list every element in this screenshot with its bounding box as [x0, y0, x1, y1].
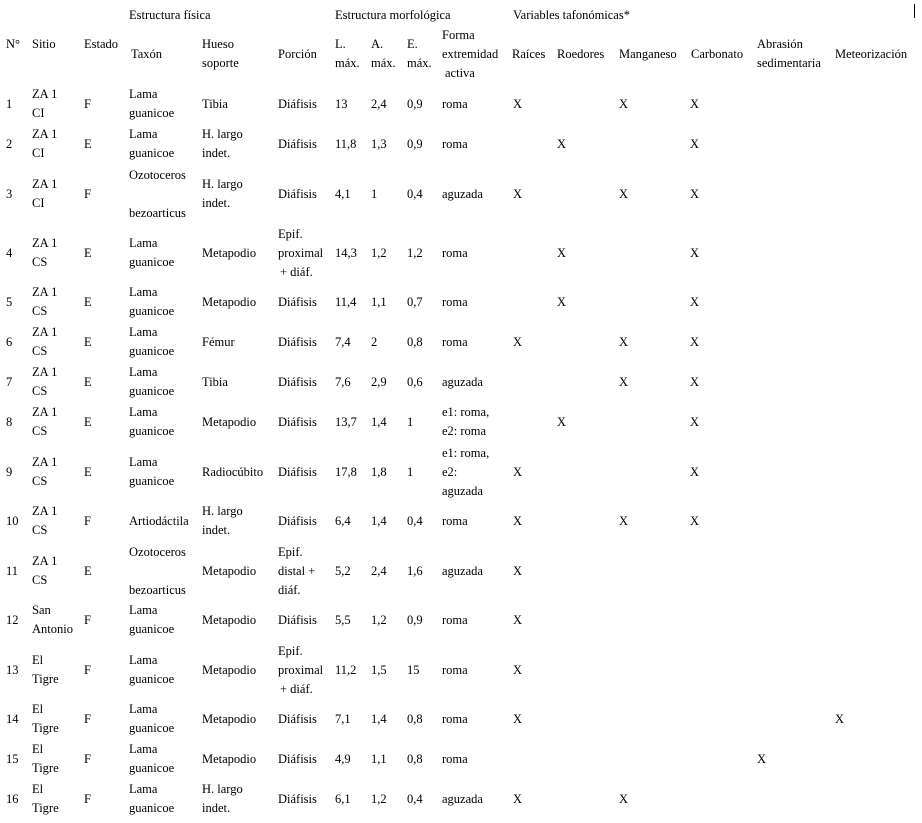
- cell-bone-line: H. largo: [202, 782, 243, 796]
- col-header-width-2: máx.: [371, 56, 396, 70]
- cell-shape-line: roma: [442, 711, 468, 726]
- cell-bone-line: H. largo: [202, 127, 243, 141]
- cell-state: E: [84, 464, 92, 479]
- group-header-taphonomic: Variables tafonómicas*: [513, 8, 630, 22]
- cell-thickness: 0,8: [407, 334, 423, 349]
- col-header-length-1: L.: [335, 37, 346, 51]
- cell-portion-line: + diáf.: [280, 681, 313, 696]
- cell-shape-line: e1: roma,: [442, 445, 490, 460]
- cell-taxon-line: Artiodáctila: [129, 513, 189, 528]
- cell-site-line: El: [32, 782, 44, 796]
- cell-bone-line: Metapodio: [202, 711, 257, 726]
- cell-site-line: El: [32, 742, 44, 756]
- cell-shape-line: roma: [442, 751, 468, 766]
- cell-bone-line: indet.: [202, 523, 231, 537]
- cell-thickness: 0,9: [407, 96, 423, 111]
- cell-bone-line: Tibia: [202, 96, 228, 111]
- cell-width: 1,3: [371, 136, 387, 151]
- cell-number: 15: [6, 751, 19, 766]
- cell-taxon-line: guanicoe: [129, 801, 175, 815]
- cell-taxon-line: guanicoe: [129, 384, 175, 398]
- cell-portion-line: Diáfisis: [278, 414, 317, 429]
- cell-thickness: 0,9: [407, 136, 423, 151]
- cell-site-line: ZA 1: [32, 236, 58, 250]
- cell-portion-line: + diáf.: [280, 264, 313, 279]
- cell-state: F: [84, 751, 91, 766]
- col-header-n: N°: [6, 37, 21, 51]
- cell-portion-line: Diáfisis: [278, 513, 317, 528]
- cell-thickness: 0,4: [407, 791, 423, 806]
- cell-width: 1,4: [371, 513, 387, 528]
- col-header-thick-2: máx.: [407, 56, 432, 70]
- col-header-thick-1: E.: [407, 37, 418, 51]
- cell-bone-line: Metapodio: [202, 414, 257, 429]
- cell-site-line: ZA 1: [32, 504, 58, 518]
- cell-thickness: 0,7: [407, 294, 423, 309]
- cell-site-line: Tigre: [32, 721, 59, 735]
- col-header-site: Sitio: [32, 37, 56, 51]
- cell-site-line: ZA 1: [32, 365, 58, 379]
- col-header-manganese: Manganeso: [619, 47, 677, 61]
- cell-width: 2,4: [371, 96, 387, 111]
- cell-state: E: [84, 414, 92, 429]
- cell-site-line: ZA 1: [32, 325, 58, 339]
- cell-taxon-line: Lama: [129, 365, 158, 379]
- cell-number: 4: [6, 245, 13, 260]
- cell-state: E: [84, 136, 92, 151]
- cell-taxon-line: Ozotoceros: [129, 544, 186, 559]
- cell-site-line: Tigre: [32, 672, 59, 686]
- cell-length: 5,5: [335, 612, 351, 627]
- cell-carbonate-mark: X: [690, 464, 700, 479]
- col-header-shape-2: extremidad: [442, 47, 499, 61]
- cell-state: F: [84, 612, 91, 627]
- cell-state: F: [84, 96, 91, 111]
- cell-manganese-mark: X: [619, 186, 629, 201]
- cell-carbonate-mark: X: [690, 136, 700, 151]
- cell-thickness: 1: [407, 464, 414, 479]
- cell-length: 7,6: [335, 374, 351, 389]
- cell-rodents-mark: X: [557, 245, 567, 260]
- cell-shape-line: e2:: [442, 464, 458, 479]
- cell-weathering-mark: X: [835, 711, 845, 726]
- cell-state: E: [84, 245, 92, 260]
- cell-roots-mark: X: [513, 791, 523, 806]
- cell-thickness: 0,8: [407, 751, 423, 766]
- col-header-roots: Raíces: [512, 47, 546, 61]
- cell-length: 13: [335, 96, 348, 111]
- cell-bone-line: H. largo: [202, 177, 243, 191]
- cell-shape-line: aguzada: [442, 791, 483, 806]
- cell-roots-mark: X: [513, 334, 523, 349]
- cell-shape-line: aguzada: [442, 186, 483, 201]
- col-header-width-1: A.: [371, 37, 384, 51]
- cell-site-line: San: [32, 603, 51, 617]
- cell-state: E: [84, 563, 92, 578]
- col-header-shape-3: activa: [445, 66, 475, 80]
- cell-taxon-line: Lama: [129, 742, 158, 756]
- cell-portion-line: Diáfisis: [278, 791, 317, 806]
- cell-taxon-line: Lama: [129, 603, 158, 617]
- cell-taxon-line: guanicoe: [129, 146, 175, 160]
- cell-carbonate-mark: X: [690, 374, 700, 389]
- cell-site-line: ZA 1: [32, 87, 58, 101]
- cell-portion-line: diáf.: [278, 582, 301, 597]
- cell-portion-line: Diáfisis: [278, 711, 317, 726]
- cell-roots-mark: X: [513, 563, 523, 578]
- cell-portion-line: Diáfisis: [278, 186, 317, 201]
- cell-number: 2: [6, 136, 13, 151]
- cell-state: F: [84, 186, 91, 201]
- cell-state: E: [84, 294, 92, 309]
- cell-taxon-line: Lama: [129, 325, 158, 339]
- cell-shape-line: aguzada: [442, 563, 483, 578]
- col-header-rodents: Roedores: [557, 47, 605, 61]
- cell-bone-line: indet.: [202, 146, 231, 160]
- cell-portion-line: Diáfisis: [278, 294, 317, 309]
- cell-width: 1,2: [371, 791, 387, 806]
- cell-taxon-line: Lama: [129, 702, 158, 716]
- cell-length: 14,3: [335, 245, 357, 260]
- cell-taxon-line: guanicoe: [129, 721, 175, 735]
- cell-width: 2: [371, 334, 378, 349]
- cell-thickness: 0,8: [407, 711, 423, 726]
- cell-site-line: CS: [32, 573, 48, 587]
- cell-state: F: [84, 711, 91, 726]
- cell-site-line: CI: [32, 106, 45, 120]
- cell-taxon-line: Lama: [129, 782, 158, 796]
- cell-taxon-line: Lama: [129, 455, 158, 469]
- cell-taxon-line: Lama: [129, 285, 158, 299]
- col-header-shape-1: Forma: [442, 28, 475, 42]
- col-header-portion: Porción: [278, 47, 317, 61]
- cell-site-line: ZA 1: [32, 554, 58, 568]
- cell-site-line: ZA 1: [32, 127, 58, 141]
- cell-site-line: CS: [32, 384, 48, 398]
- cell-width: 1: [371, 186, 378, 201]
- cell-shape-line: aguzada: [442, 374, 483, 389]
- cell-thickness: 0,6: [407, 374, 423, 389]
- cell-thickness: 1,2: [407, 245, 423, 260]
- cell-site-line: CI: [32, 146, 45, 160]
- cell-taxon-line: guanicoe: [129, 424, 175, 438]
- cell-length: 7,4: [335, 334, 351, 349]
- cell-carbonate-mark: X: [690, 513, 700, 528]
- cell-width: 1,2: [371, 245, 387, 260]
- cell-site-line: ZA 1: [32, 405, 58, 419]
- cell-shape-line: roma: [442, 513, 468, 528]
- cell-taxon-line: Lama: [129, 653, 158, 667]
- cell-bone-line: Metapodio: [202, 751, 257, 766]
- cell-thickness: 0,4: [407, 186, 423, 201]
- cell-site-line: El: [32, 653, 44, 667]
- cell-number: 3: [6, 186, 13, 201]
- cell-shape-line: aguzada: [442, 483, 483, 498]
- cell-portion-line: Diáfisis: [278, 751, 317, 766]
- cell-taxon-line: guanicoe: [129, 304, 175, 318]
- cell-number: 6: [6, 334, 13, 349]
- col-header-bone-2: soporte: [202, 56, 239, 70]
- cell-portion-line: Diáfisis: [278, 612, 317, 627]
- cell-thickness: 1,6: [407, 563, 423, 578]
- col-header-state: Estado: [84, 37, 119, 51]
- col-header-bone-1: Hueso: [202, 37, 234, 51]
- cell-width: 1,1: [371, 751, 387, 766]
- cell-taxon-line: Lama: [129, 127, 158, 141]
- cell-taxon-line: bezoarticus: [129, 582, 186, 597]
- cell-site-line: CS: [32, 255, 48, 269]
- cell-site-line: CS: [32, 344, 48, 358]
- cell-site-line: Antonio: [32, 622, 73, 636]
- cell-abrasion-mark: X: [757, 751, 767, 766]
- cell-number: 16: [6, 791, 19, 806]
- cell-bone-line: Metapodio: [202, 662, 257, 677]
- cell-taxon-line: guanicoe: [129, 106, 175, 120]
- cell-width: 1,2: [371, 612, 387, 627]
- cell-number: 8: [6, 414, 13, 429]
- cell-thickness: 0,9: [407, 612, 423, 627]
- cell-site-line: El: [32, 702, 44, 716]
- cell-site-line: ZA 1: [32, 177, 58, 191]
- cell-taxon-line: Lama: [129, 236, 158, 250]
- col-header-abrasion-1: Abrasión: [757, 37, 803, 51]
- cell-manganese-mark: X: [619, 96, 629, 111]
- cell-shape-line: roma: [442, 662, 468, 677]
- divider: [914, 4, 915, 18]
- cell-shape-line: roma: [442, 96, 468, 111]
- cell-portion-line: Diáfisis: [278, 374, 317, 389]
- cell-portion-line: proximal: [278, 662, 324, 677]
- cell-portion-line: Diáfisis: [278, 334, 317, 349]
- cell-site-line: Tigre: [32, 801, 59, 815]
- cell-taxon-line: guanicoe: [129, 761, 175, 775]
- cell-manganese-mark: X: [619, 374, 629, 389]
- cell-length: 7,1: [335, 711, 351, 726]
- cell-shape-line: roma: [442, 334, 468, 349]
- cell-state: F: [84, 791, 91, 806]
- cell-portion-line: Diáfisis: [278, 136, 317, 151]
- cell-manganese-mark: X: [619, 513, 629, 528]
- cell-bone-line: Fémur: [202, 334, 235, 349]
- cell-site-line: CS: [32, 304, 48, 318]
- cell-bone-line: Metapodio: [202, 563, 257, 578]
- cell-roots-mark: X: [513, 96, 523, 111]
- cell-roots-mark: X: [513, 662, 523, 677]
- cell-carbonate-mark: X: [690, 245, 700, 260]
- cell-shape-line: roma: [442, 245, 468, 260]
- cell-bone-line: H. largo: [202, 504, 243, 518]
- cell-thickness: 1: [407, 414, 414, 429]
- cell-length: 5,2: [335, 563, 351, 578]
- col-header-carbonate: Carbonato: [691, 47, 744, 61]
- cell-width: 1,5: [371, 662, 387, 677]
- cell-number: 14: [6, 711, 19, 726]
- cell-taxon-line: Ozotoceros: [129, 167, 186, 182]
- cell-site-line: CI: [32, 196, 45, 210]
- cell-number: 12: [6, 612, 19, 627]
- cell-number: 5: [6, 294, 13, 309]
- cell-taxon-line: guanicoe: [129, 474, 175, 488]
- cell-site-line: ZA 1: [32, 455, 58, 469]
- cell-shape-line: e2: roma: [442, 424, 487, 438]
- cell-number: 13: [6, 662, 19, 677]
- cell-bone-line: Tibia: [202, 374, 228, 389]
- cell-length: 6,4: [335, 513, 351, 528]
- cell-site-line: ZA 1: [32, 285, 58, 299]
- cell-rodents-mark: X: [557, 136, 567, 151]
- cell-taxon-line: Lama: [129, 87, 158, 101]
- cell-length: 11,4: [335, 294, 357, 309]
- cell-taxon-line: guanicoe: [129, 672, 175, 686]
- cell-portion-line: Diáfisis: [278, 96, 317, 111]
- cell-state: E: [84, 334, 92, 349]
- cell-shape-line: roma: [442, 136, 468, 151]
- cell-site-line: Tigre: [32, 761, 59, 775]
- cell-portion-line: Epif.: [278, 226, 303, 241]
- cell-number: 9: [6, 464, 13, 479]
- cell-site-line: CS: [32, 424, 48, 438]
- col-header-taxon: Taxón: [131, 47, 163, 61]
- col-header-length-2: máx.: [335, 56, 360, 70]
- cell-thickness: 15: [407, 662, 420, 677]
- cell-manganese-mark: X: [619, 334, 629, 349]
- cell-width: 1,4: [371, 414, 387, 429]
- cell-portion-line: distal +: [278, 563, 316, 578]
- cell-number: 1: [6, 96, 13, 111]
- cell-length: 4,1: [335, 186, 351, 201]
- cell-length: 11,8: [335, 136, 357, 151]
- cell-number: 11: [6, 563, 19, 578]
- cell-taxon-line: bezoarticus: [129, 205, 186, 220]
- cell-state: E: [84, 374, 92, 389]
- cell-length: 17,8: [335, 464, 357, 479]
- cell-width: 1,1: [371, 294, 387, 309]
- cell-site-line: CS: [32, 474, 48, 488]
- cell-roots-mark: X: [513, 464, 523, 479]
- cell-length: 6,1: [335, 791, 351, 806]
- cell-length: 13,7: [335, 414, 357, 429]
- cell-roots-mark: X: [513, 612, 523, 627]
- cell-shape-line: roma: [442, 294, 468, 309]
- cell-taxon-line: guanicoe: [129, 344, 175, 358]
- cell-portion-line: Diáfisis: [278, 464, 317, 479]
- cell-manganese-mark: X: [619, 791, 629, 806]
- cell-roots-mark: X: [513, 513, 523, 528]
- cell-portion-line: Epif.: [278, 643, 303, 658]
- group-header-physical: Estructura física: [129, 8, 211, 22]
- cell-carbonate-mark: X: [690, 96, 700, 111]
- cell-taxon-line: guanicoe: [129, 255, 175, 269]
- cell-length: 11,2: [335, 662, 357, 677]
- cell-bone-line: indet.: [202, 801, 231, 815]
- cell-site-line: CS: [32, 523, 48, 537]
- cell-shape-line: roma: [442, 612, 468, 627]
- cell-bone-line: Metapodio: [202, 245, 257, 260]
- cell-width: 1,4: [371, 711, 387, 726]
- cell-roots-mark: X: [513, 711, 523, 726]
- cell-bone-line: Metapodio: [202, 612, 257, 627]
- cell-taxon-line: guanicoe: [129, 622, 175, 636]
- cell-shape-line: e1: roma,: [442, 405, 490, 419]
- cell-width: 1,8: [371, 464, 387, 479]
- cell-width: 2,4: [371, 563, 387, 578]
- col-header-abrasion-2: sedimentaria: [757, 56, 821, 70]
- cell-bone-line: Radiocúbito: [202, 464, 264, 479]
- cell-thickness: 0,4: [407, 513, 423, 528]
- cell-roots-mark: X: [513, 186, 523, 201]
- cell-rodents-mark: X: [557, 414, 567, 429]
- cell-bone-line: Metapodio: [202, 294, 257, 309]
- cell-carbonate-mark: X: [690, 334, 700, 349]
- cell-bone-line: indet.: [202, 196, 231, 210]
- cell-number: 7: [6, 374, 13, 389]
- col-header-weathering: Meteorización: [835, 47, 908, 61]
- cell-state: F: [84, 513, 91, 528]
- group-header-morphological: Estructura morfológica: [335, 8, 451, 22]
- cell-width: 2,9: [371, 374, 387, 389]
- cell-number: 10: [6, 513, 19, 528]
- cell-portion-line: Epif.: [278, 544, 303, 559]
- cell-taxon-line: Lama: [129, 405, 158, 419]
- cell-state: F: [84, 662, 91, 677]
- cell-carbonate-mark: X: [690, 414, 700, 429]
- cell-carbonate-mark: X: [690, 186, 700, 201]
- cell-carbonate-mark: X: [690, 294, 700, 309]
- cell-length: 4,9: [335, 751, 351, 766]
- cell-portion-line: proximal: [278, 245, 324, 260]
- cell-rodents-mark: X: [557, 294, 567, 309]
